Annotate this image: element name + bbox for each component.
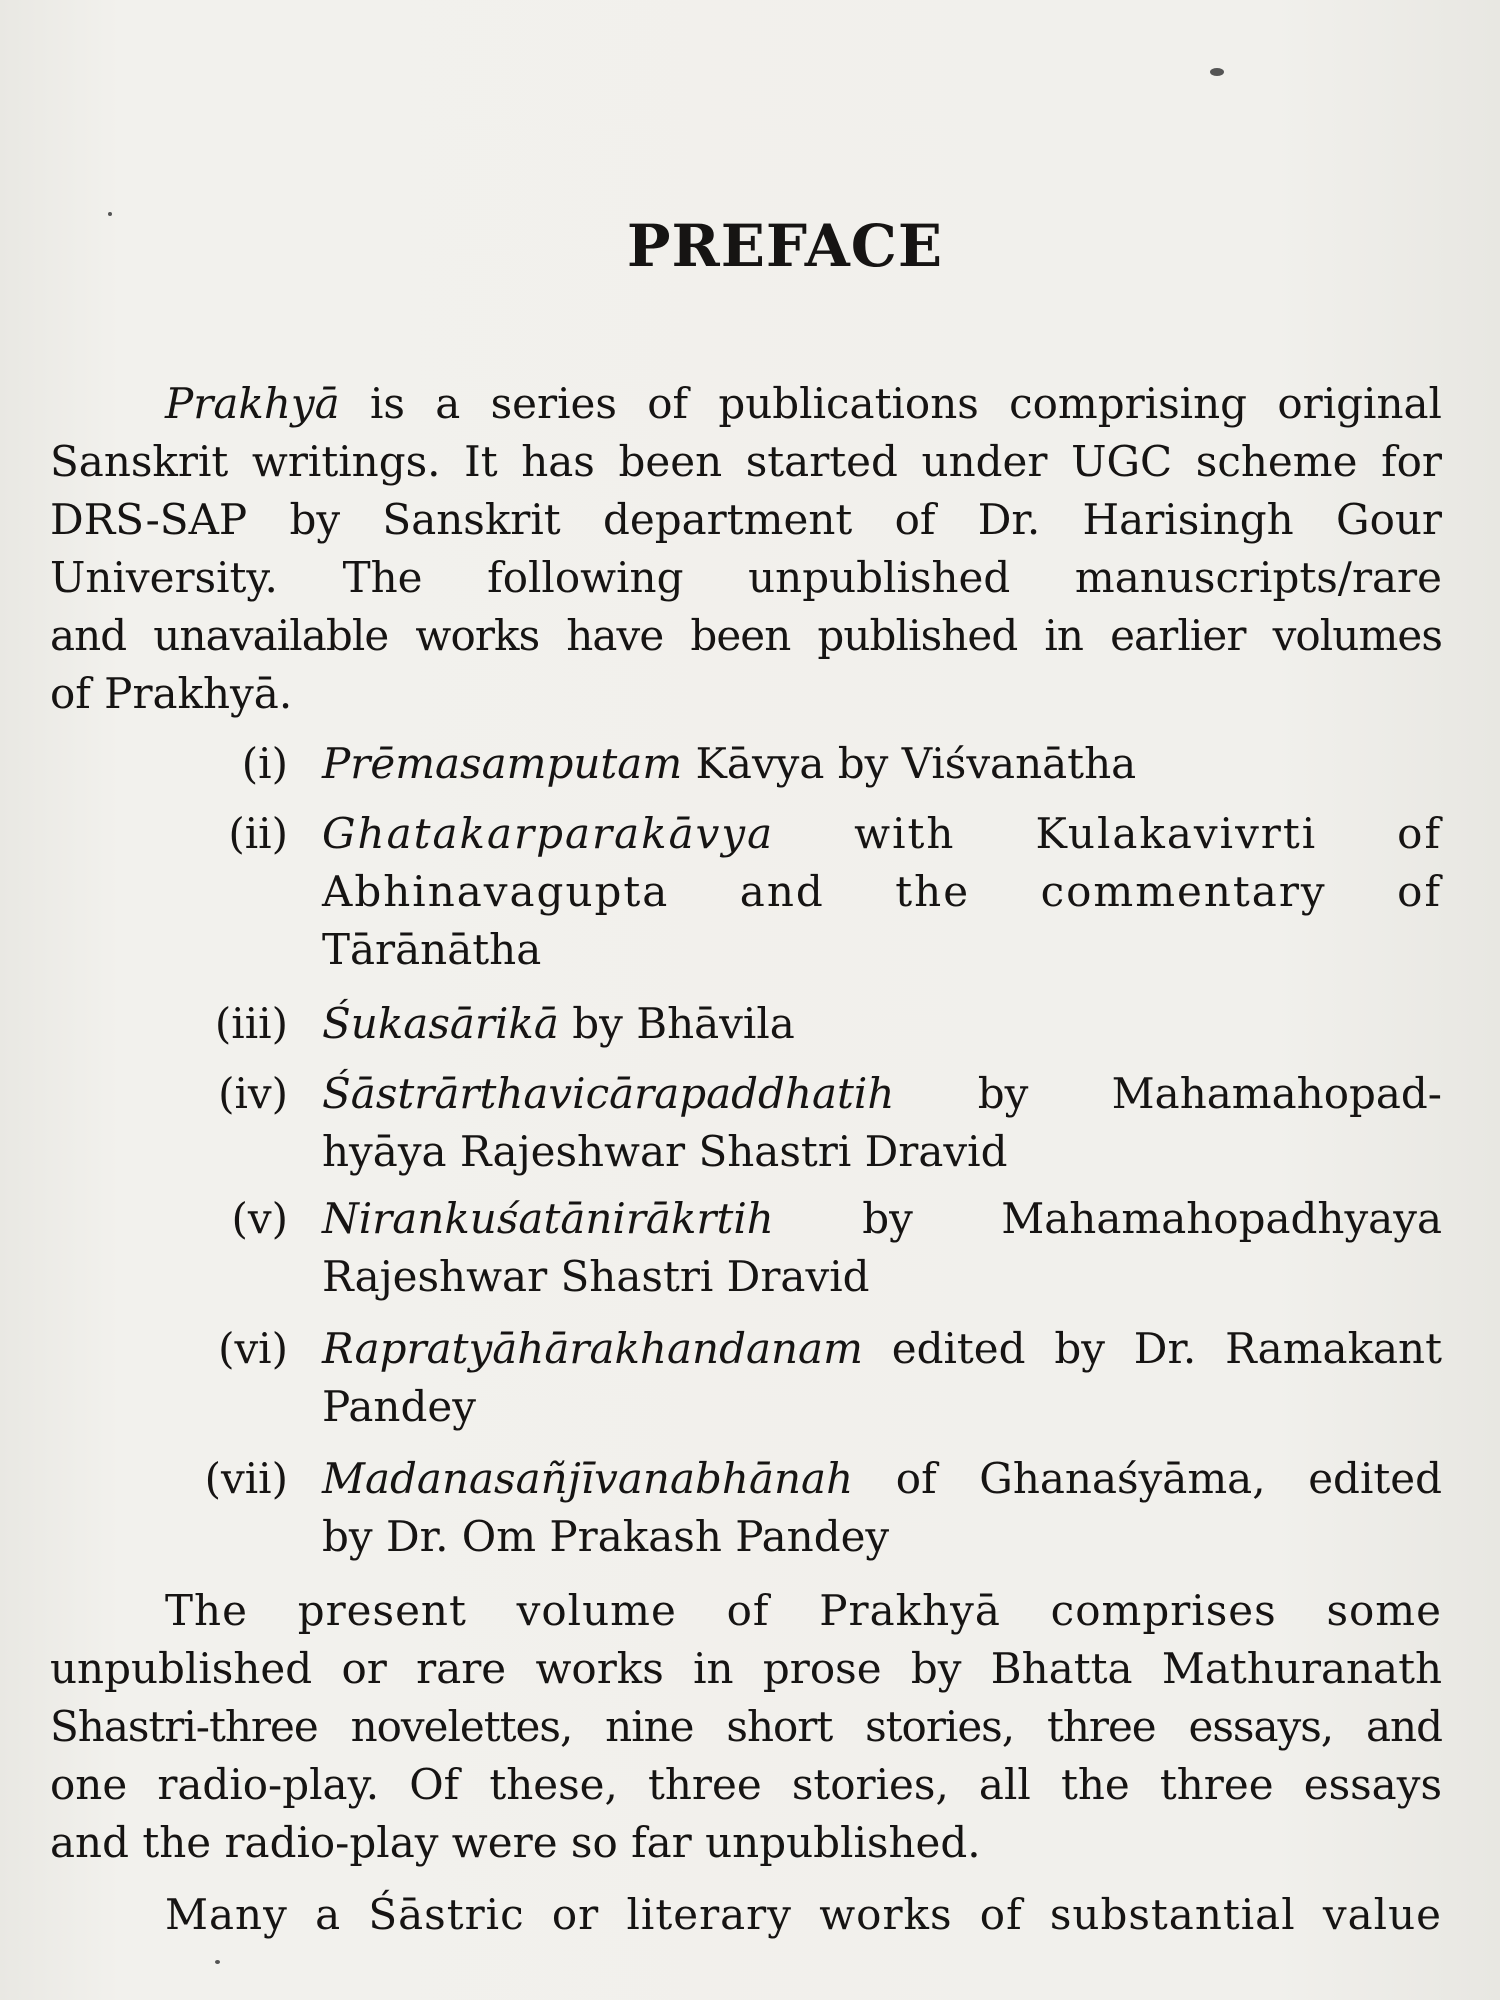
scan-speck xyxy=(1210,68,1224,76)
scan-speck xyxy=(215,1960,220,1964)
body-paragraph: The present volume of Prakhyā comprises some unpublished or rare works in prose by Bhatta Mathuranath Shastri-three novelettes, nine short stories, three essays, and one radio-play. Of these, three stories, all the three essays and the radio-play were so far unpublished. xyxy=(50,1586,1442,1867)
page-title: PREFACE xyxy=(626,212,944,280)
intro-paragraph: Prakhyā is a series of publications comprising original Sanskrit writings. It has been started under UGC scheme for DRS-SAP by Sanskrit department of Dr. Harisingh Gour University. The following unpublished manuscripts/rare and unavailable works have been published in earlier volumes of Prakhyā. xyxy=(50,379,1442,718)
scan-speck xyxy=(108,212,112,216)
series-name: Prakhyā xyxy=(165,379,340,428)
body-paragraph: Many a Śāstric or literary works of substantial value xyxy=(165,1890,1442,1939)
page: PREFACE Prakhyā is a series of publications comprising original Sanskrit writings. It has been started under UGC scheme for DRS-SAP by Sanskrit department of Dr. Harisingh Gour University. The following unpublished manuscripts/rare and unavailable works have been published in earlier volumes of Prakhyā. (i) Prēmasamputam Kāvya by Viśvanātha (ii) Ghatakarparakāvya with Kulakavivrti of Abhinavagupta and the commentary of Tārānātha (iii) Śukasārikā by Bhāvila (iv) Śāstrārthavicārapaddhatih by Mahamahopad- hyāya Rajeshwar Shastri Dravid (v) Nirankuśatānirākrtih by Mahamahopadhyaya Rajeshwar Shastri Dravid (vi) Rapratyāhārakhandanam edited by Dr. Ramakant Pandey (vii) Madanasañjīvanabhānah of Ghanaśyāma, edited by Dr. Om Prakash Pandey The present volume of Prakhyā comprises some unpublished or rare works in prose by Bhatta Mathuranath Shastri-three novelettes, nine short stories, three essays, and one radio-play. Of these, three stories, all the three essays and the radio-play were so far unpublished. Many a Śāstric or literary works of substantial value xyxy=(0,0,1500,2000)
